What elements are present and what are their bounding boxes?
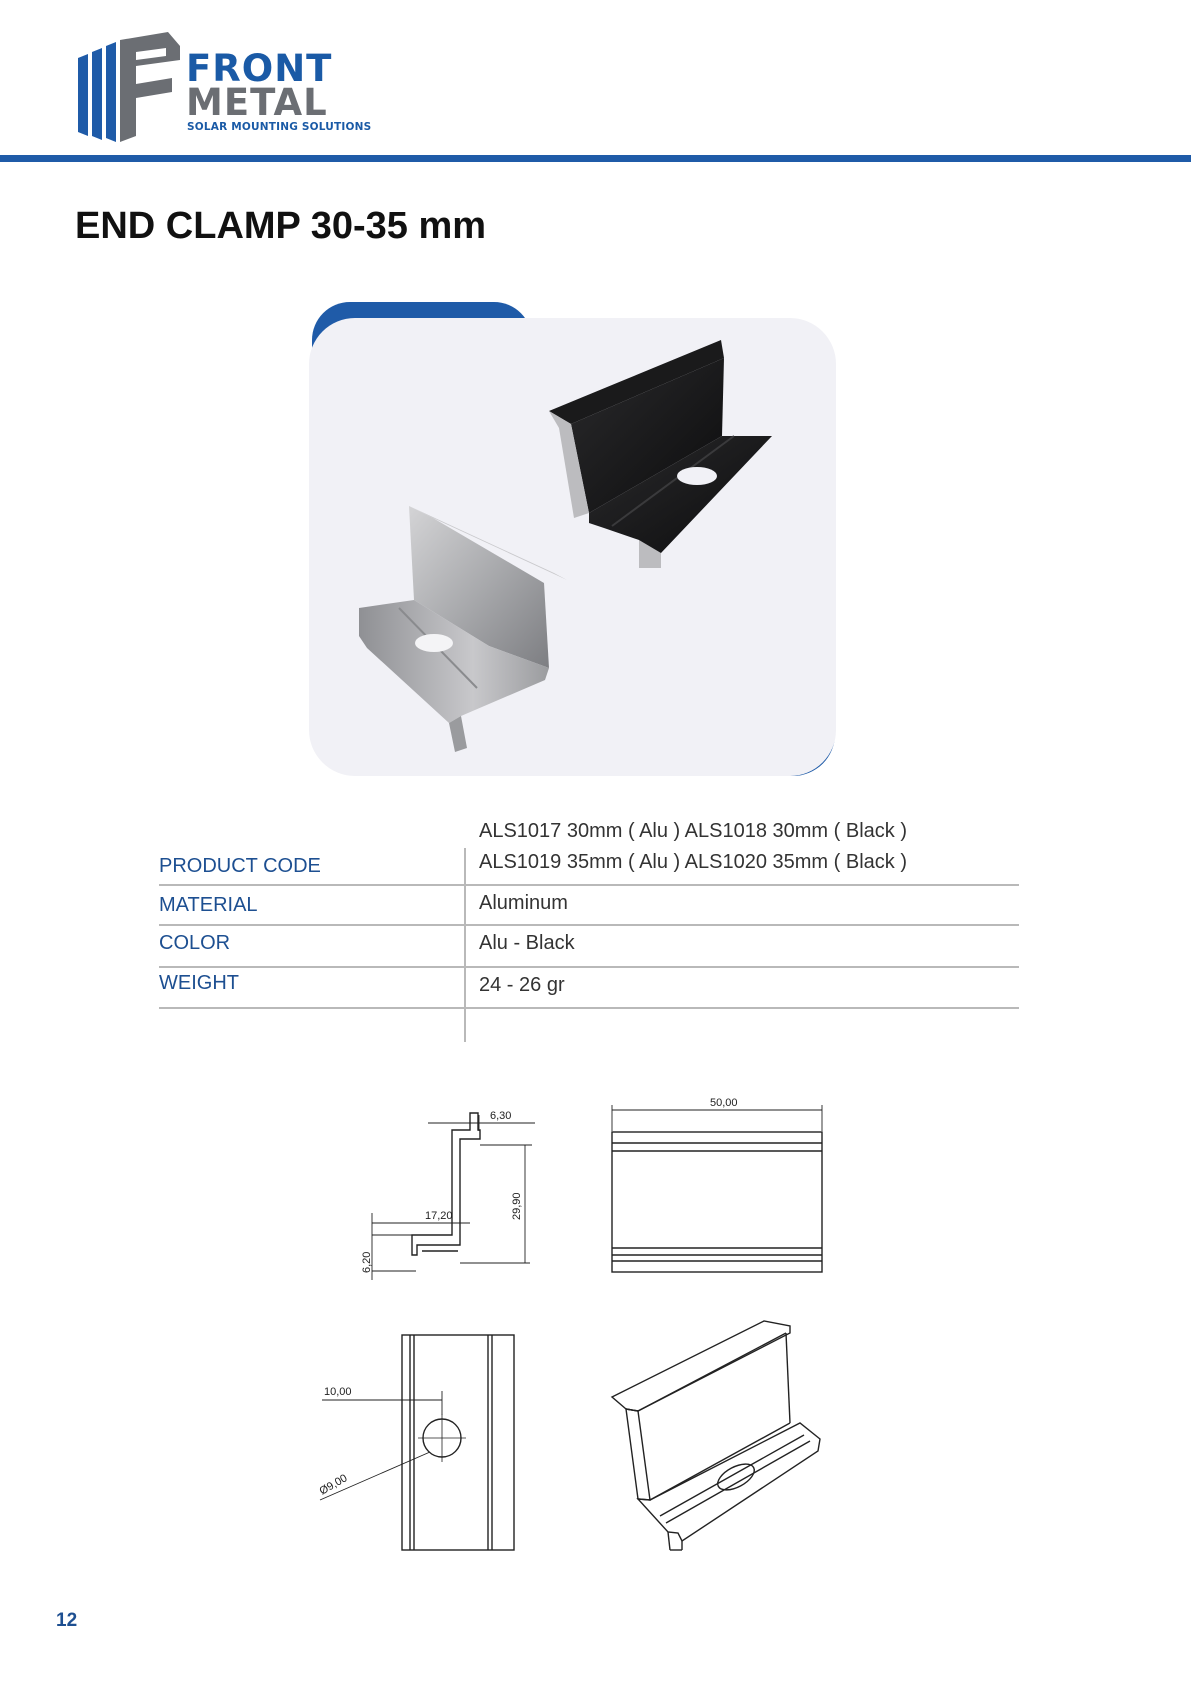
product-code-line-2: ALS1019 35mm ( Alu ) ALS1020 35mm ( Black ) (479, 851, 907, 873)
row-divider (159, 966, 1019, 968)
spec-label-weight: WEIGHT (159, 972, 239, 994)
brand-name-front: FRONT (186, 47, 333, 90)
dim-height: 29,90 (511, 1192, 523, 1220)
row-divider (159, 884, 1019, 886)
spec-value-color: Alu - Black (479, 932, 575, 954)
spec-table (159, 812, 1019, 1042)
aluminum-clamp (359, 506, 567, 752)
spec-label-material: MATERIAL (159, 894, 258, 916)
brand-tagline: SOLAR MOUNTING SOLUTIONS (187, 121, 372, 133)
end-clamp-product-illustration (309, 318, 836, 776)
header-divider (0, 155, 1191, 162)
isometric-view-drawing (612, 1321, 820, 1550)
page-title: END CLAMP 30-35 mm (75, 205, 487, 247)
side-profile-drawing (412, 1113, 480, 1255)
spec-label-product-code: PRODUCT CODE (159, 855, 321, 877)
dim-top-flange: 6,30 (490, 1110, 512, 1122)
spec-value-weight: 24 - 26 gr (479, 974, 565, 996)
dim-base-length: 17,20 (425, 1210, 453, 1222)
page-number: 12 (56, 1610, 78, 1631)
product-photo (309, 318, 836, 776)
brand-name-metal: METAL (186, 81, 328, 124)
dim-hole-diameter: Ø9,00 (317, 1472, 350, 1498)
top-view-drawing (317, 1335, 514, 1550)
row-divider (159, 924, 1019, 926)
technical-drawings (317, 1095, 850, 1555)
spec-label-color: COLOR (159, 932, 231, 954)
row-divider (159, 1007, 1019, 1009)
black-clamp (549, 340, 772, 568)
logo-mark (76, 32, 186, 142)
dim-base-height: 6,20 (361, 1251, 373, 1273)
front-view-drawing (612, 1105, 822, 1272)
dim-width: 50,00 (710, 1097, 738, 1109)
dim-hole-offset: 10,00 (324, 1386, 352, 1398)
product-code-line-1: ALS1017 30mm ( Alu ) ALS1018 30mm ( Black ) (479, 820, 907, 842)
spec-value-material: Aluminum (479, 892, 568, 914)
column-divider (464, 848, 466, 1042)
